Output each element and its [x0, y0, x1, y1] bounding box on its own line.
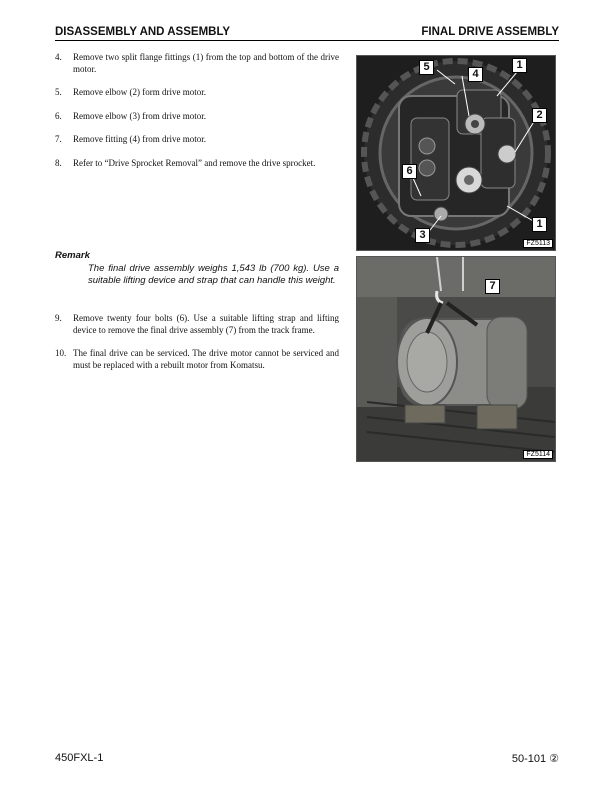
step-5: [55, 87, 339, 99]
remark-note: [55, 250, 339, 286]
step-number: 8.: [55, 157, 62, 168]
step-text: Remove elbow (3) from drive motor.: [73, 110, 206, 121]
section-title: DISASSEMBLY AND ASSEMBLY: [55, 26, 231, 38]
callout-label: 3: [415, 228, 430, 243]
step-4: [55, 52, 339, 75]
step-number: 7.: [55, 134, 62, 144]
step-text: Remove elbow (2) form drive motor.: [73, 87, 206, 97]
remark-body: The final drive assembly weighs 1,543 lb (700 kg). Use a suitable lifting device and strap that can handle this weight.: [88, 263, 339, 286]
step-9: [55, 313, 339, 336]
step-number: 5.: [55, 87, 62, 97]
chapter-title: FINAL DRIVE ASSEMBLY: [421, 26, 559, 38]
final-drive-lift-photo: [356, 256, 556, 462]
step-text: Remove fitting (4) from drive motor.: [73, 134, 206, 144]
callout-label: 7: [485, 279, 500, 294]
step-text: Remove twenty four bolts (6). Use a suitable lifting strap and lifting device to remove the final drive assembly (7) from the track frame.: [73, 313, 339, 335]
step-number: 6.: [55, 110, 62, 121]
step-8: [55, 158, 339, 170]
model-number: 450FXL-1: [55, 752, 104, 764]
callout-label: 1: [512, 58, 527, 73]
step-number: 9.: [55, 313, 62, 323]
step-number: 4.: [55, 52, 62, 62]
step-text: The final drive can be serviced. The drive motor cannot be serviced and must be replaced with a rebuilt motor from Komatsu.: [73, 348, 339, 370]
callout-label: 1: [532, 217, 547, 232]
callout-label: 2: [532, 108, 547, 123]
callout-label: 4: [468, 67, 483, 82]
figure-tag: FZ5113: [523, 239, 553, 248]
figure-tag: FZ5114: [523, 450, 553, 459]
page-header: [55, 26, 559, 41]
step-10: [55, 348, 339, 371]
step-7: [55, 134, 339, 146]
step-text: Refer to “Drive Sprocket Removal” and remove the drive sprocket.: [73, 157, 316, 168]
page-number: 50-101 ②: [511, 753, 559, 765]
step-6: [55, 111, 339, 123]
procedure-steps-continued: [55, 313, 339, 383]
step-number: 10.: [55, 348, 67, 358]
remark-title: Remark: [55, 250, 90, 261]
callout-label: 5: [419, 60, 434, 75]
drive-motor-illustration: [357, 56, 555, 250]
final-drive-illustration: [357, 257, 555, 461]
callout-label: 6: [402, 164, 417, 179]
procedure-steps: [55, 52, 339, 181]
drive-motor-photo: [356, 55, 556, 251]
step-text: Remove two split flange fittings (1) from the top and bottom of the drive motor.: [73, 52, 339, 74]
